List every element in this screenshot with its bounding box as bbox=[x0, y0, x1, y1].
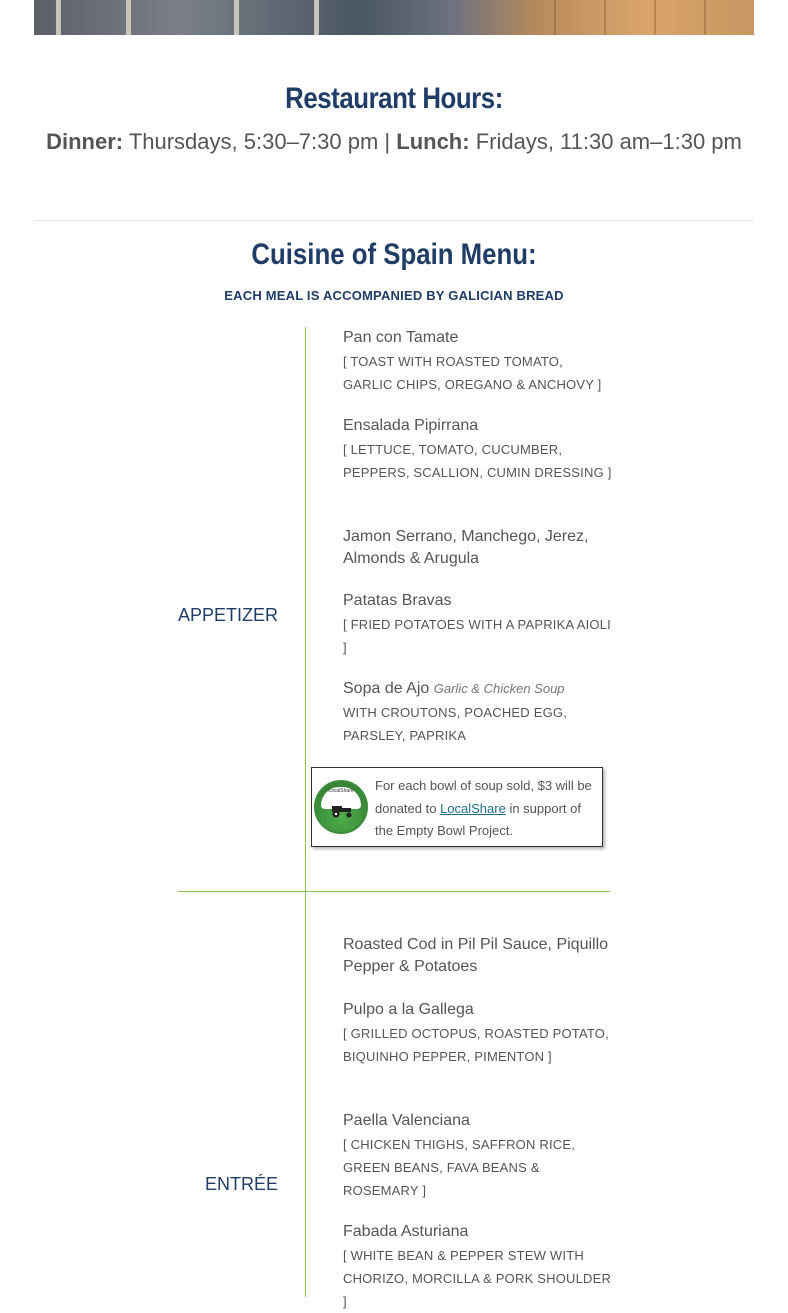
menu-item bbox=[343, 1110, 613, 1202]
localshare-logo bbox=[314, 780, 368, 834]
entree-divider-line bbox=[305, 891, 306, 1297]
donation-text-before: For each bowl of soup sold, $3 will be donated to bbox=[375, 778, 592, 816]
item-name: Fabada Asturiana bbox=[343, 1223, 469, 1240]
menu-item bbox=[343, 526, 613, 570]
item-name: Roasted Cod in Pil Pil Sauce, Piquillo Pepper & Potatoes bbox=[343, 936, 609, 975]
logo-text: LocalShare bbox=[321, 787, 361, 809]
donation-notice bbox=[311, 767, 603, 847]
table-plank bbox=[654, 0, 656, 35]
menu-item bbox=[343, 678, 613, 747]
table-plank bbox=[554, 0, 556, 35]
lunch-label: Lunch: bbox=[396, 129, 470, 154]
item-name: Paella Valenciana bbox=[343, 1112, 470, 1129]
item-description: [ GRILLED OCTOPUS, ROASTED POTATO, BIQUINHO PEPPER, PIMENTON ] bbox=[343, 1026, 609, 1064]
chair-leg bbox=[314, 0, 319, 35]
item-name: Jamon Serrano, Manchego, Jerez, Almonds & Arugula bbox=[343, 528, 589, 567]
menu-item bbox=[343, 999, 613, 1068]
item-name: Pan con Tamate bbox=[343, 329, 459, 346]
item-name: Pulpo a la Gallega bbox=[343, 1001, 474, 1018]
hero-photo bbox=[34, 0, 754, 35]
category-divider-line bbox=[178, 891, 610, 892]
menu-title: Cuisine of Spain Menu: bbox=[251, 238, 537, 271]
section-divider bbox=[34, 220, 754, 221]
item-description: WITH CROUTONS, POACHED EGG, PARSLEY, PAPRIKA bbox=[343, 705, 568, 743]
hours-line bbox=[0, 129, 788, 155]
hours-title: Restaurant Hours: bbox=[285, 82, 503, 115]
donation-text bbox=[375, 775, 601, 843]
menu-item bbox=[343, 590, 613, 659]
item-name-text: Sopa de Ajo bbox=[343, 680, 430, 697]
chair-leg bbox=[56, 0, 61, 35]
item-description: [ TOAST WITH ROASTED TOMATO, GARLIC CHIPS, OREGANO & ANCHOVY ] bbox=[343, 354, 602, 392]
item-description: [ WHITE BEAN & PEPPER STEW WITH CHORIZO, MORCILLA & PORK SHOULDER ] bbox=[343, 1248, 612, 1309]
donation-text-after: in support of the Empty Bowl Project. bbox=[375, 800, 581, 838]
hours-separator: | bbox=[384, 129, 397, 154]
dinner-label: Dinner: bbox=[46, 129, 124, 154]
menu-item bbox=[343, 934, 613, 978]
dinner-hours: Thursdays, 5:30–7:30 pm bbox=[123, 129, 385, 154]
category-entree: ENTRÉE bbox=[204, 1174, 278, 1194]
chair-leg bbox=[126, 0, 131, 35]
menu-subtitle: EACH MEAL IS ACCOMPANIED BY GALICIAN BREAD bbox=[224, 288, 564, 303]
chair-leg bbox=[234, 0, 239, 35]
tractor-icon bbox=[329, 804, 355, 818]
item-name: Patatas Bravas bbox=[343, 592, 452, 609]
item-name: Ensalada Pipirrana bbox=[343, 417, 479, 434]
menu-item bbox=[343, 327, 613, 396]
appetizer-divider-line bbox=[305, 327, 306, 891]
menu-item bbox=[343, 1221, 613, 1313]
category-appetizer: APPETIZER bbox=[177, 605, 278, 625]
table-plank bbox=[604, 0, 606, 35]
item-name bbox=[343, 678, 613, 700]
table-plank bbox=[704, 0, 706, 35]
item-description: [ FRIED POTATOES WITH A PAPRIKA AIOLI ] bbox=[343, 617, 611, 655]
menu-item bbox=[343, 415, 613, 484]
localshare-link[interactable]: LocalShare bbox=[440, 800, 506, 816]
item-description: [ CHICKEN THIGHS, SAFFRON RICE, GREEN BEANS, FAVA BEANS & ROSEMARY ] bbox=[343, 1137, 576, 1198]
lunch-hours: Fridays, 11:30 am–1:30 pm bbox=[469, 129, 742, 154]
item-description: [ LETTUCE, TOMATO, CUCUMBER, PEPPERS, SCALLION, CUMIN DRESSING ] bbox=[343, 442, 612, 480]
item-note: Garlic & Chicken Soup bbox=[433, 681, 565, 696]
